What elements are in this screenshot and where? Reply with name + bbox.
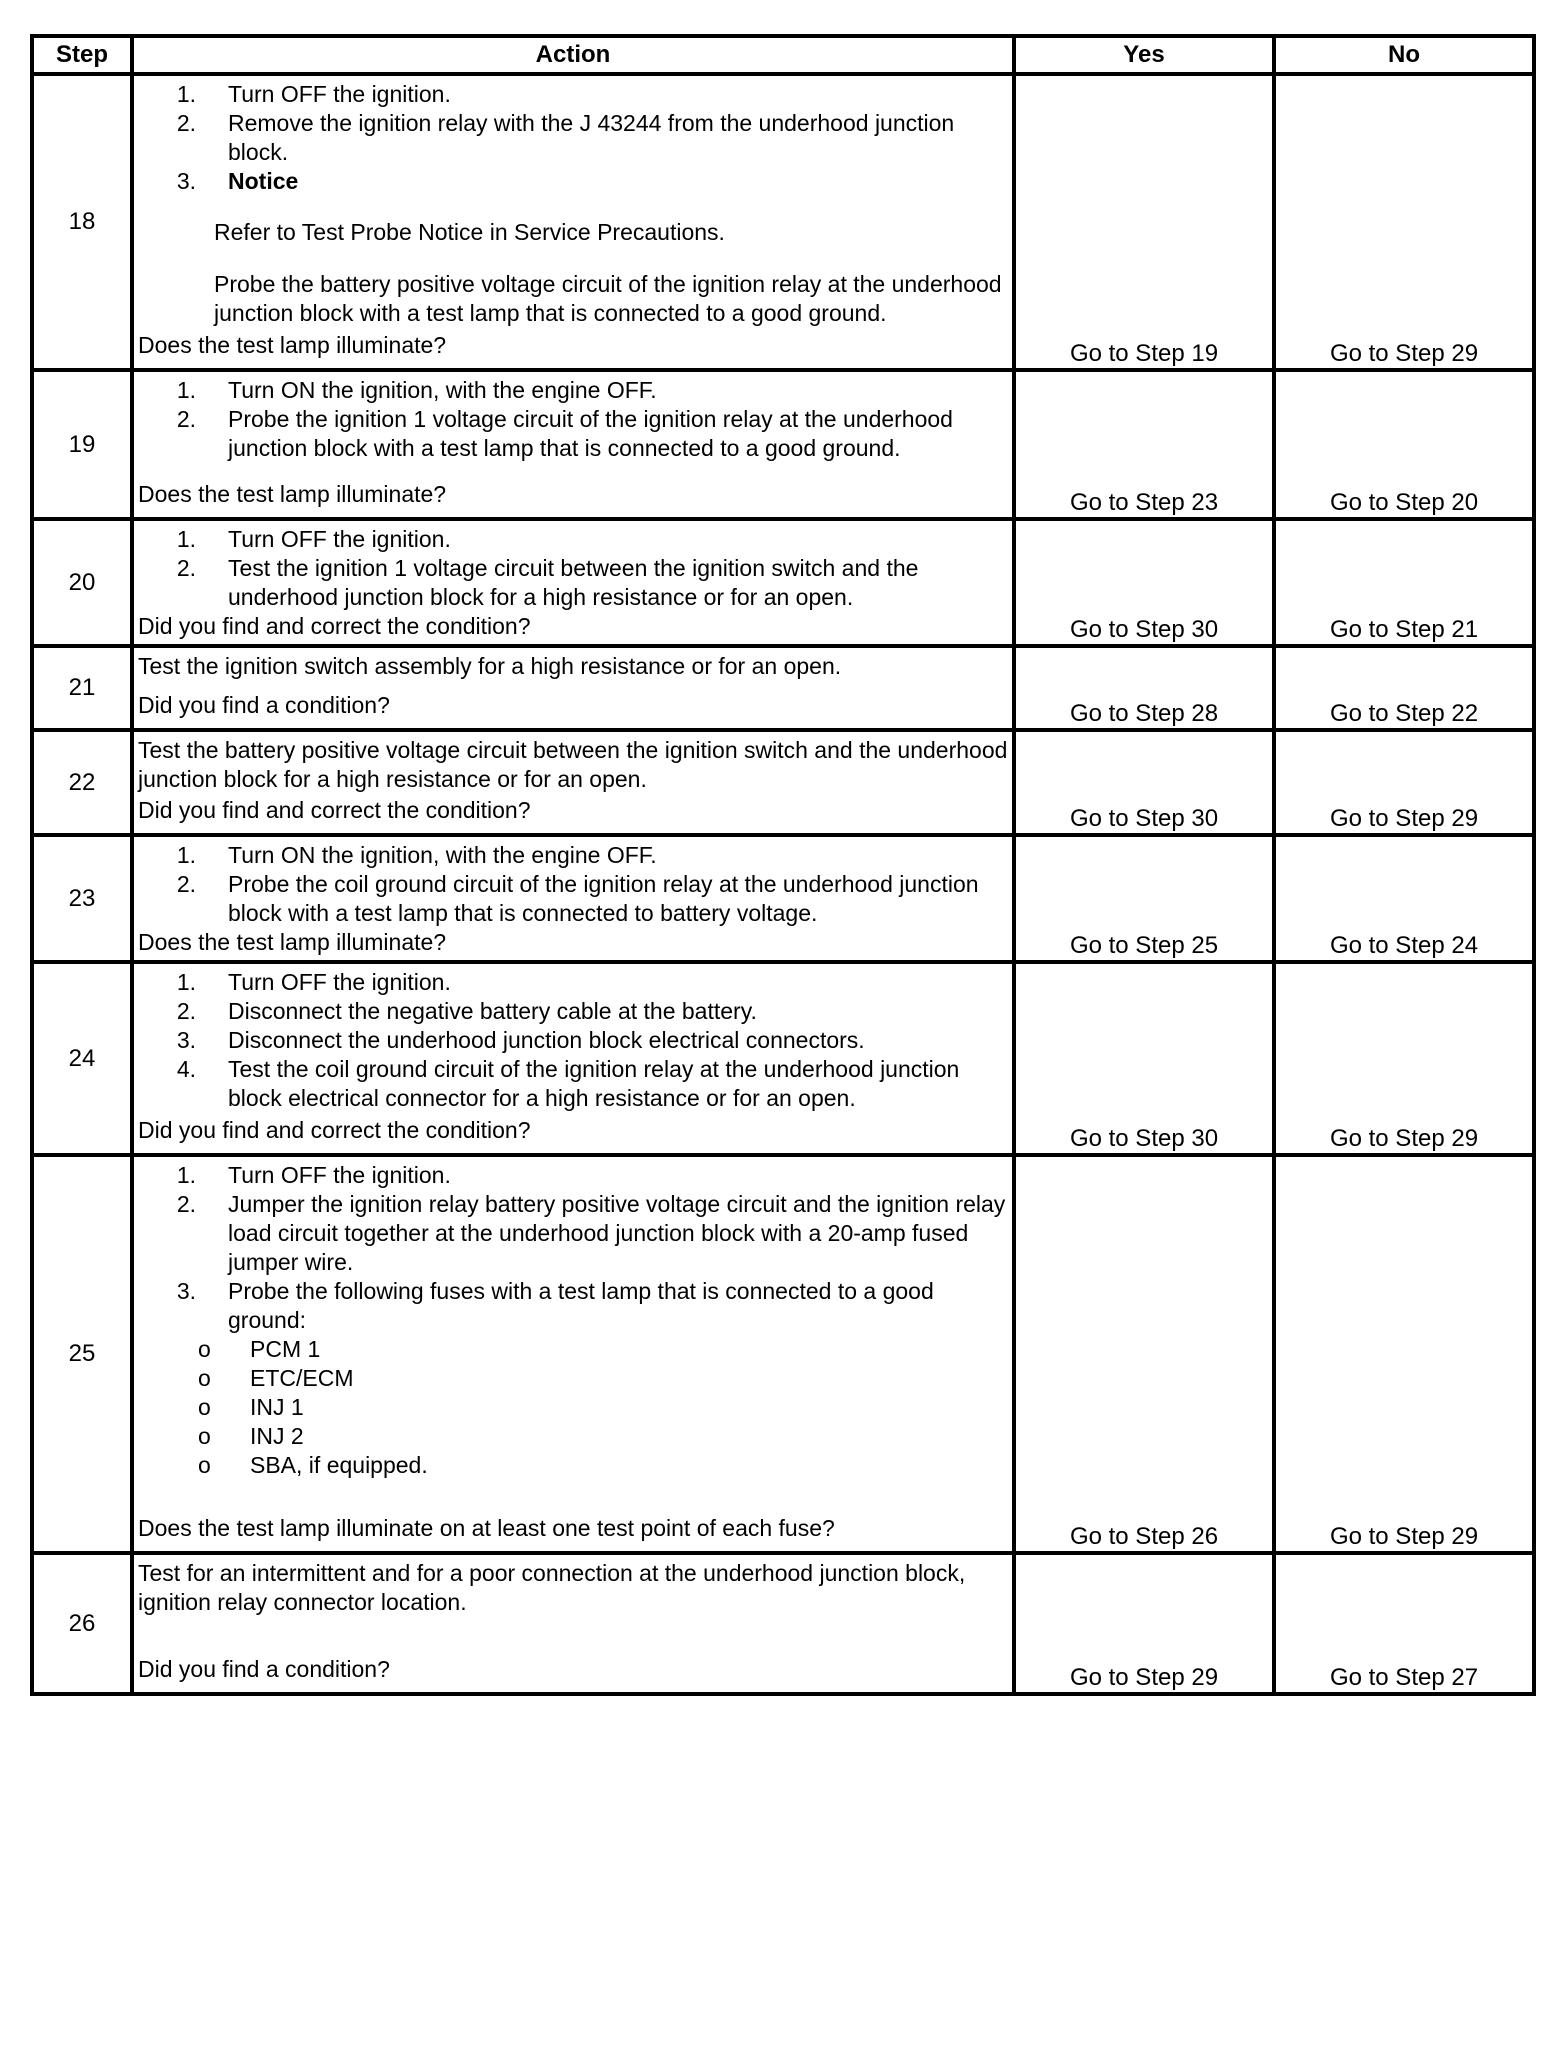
action-cell (132, 730, 1014, 835)
action-text: Test the battery positive voltage circuit between the ignition switch and the underhood junction block for a high resistance or for an open. (138, 737, 1008, 792)
notice-text: Refer to Test Probe Notice in Service Precautions. (214, 219, 725, 245)
question-text: Did you find and correct the condition? (138, 613, 531, 639)
question-text: Does the test lamp illuminate? (138, 481, 447, 507)
question-text: Does the test lamp illuminate? (138, 929, 447, 955)
list-item: 2. Test the ignition 1 voltage circuit between the ignition switch and the underhood junction block for a high resistance or for an open. (176, 555, 919, 610)
list-item: 4. Test the coil ground circuit of the ignition relay at the underhood junction block electrical connector for a high resistance or for an open. (176, 1056, 960, 1111)
action-steps (138, 525, 1008, 612)
table-header-row (32, 36, 1534, 74)
header-step: Step (32, 36, 132, 74)
yes-result: Go to Step 30 (1014, 519, 1274, 646)
list-item: 2. Jumper the ignition relay battery positive voltage circuit and the ignition relay load circuit together at the underhood junction block with a 20-amp fused jumper wire. (176, 1191, 1006, 1275)
step-number: 26 (32, 1553, 132, 1694)
action-text: Test for an intermittent and for a poor connection at the underhood junction block, ignition relay connector location. (138, 1560, 966, 1615)
yes-result: Go to Step 25 (1014, 835, 1274, 962)
question-text: Did you find a condition? (138, 1656, 390, 1682)
action-cell (132, 646, 1014, 730)
yes-result: Go to Step 30 (1014, 962, 1274, 1155)
table-row-step-23 (32, 835, 1534, 962)
question-text: Did you find a condition? (138, 692, 390, 718)
yes-result: Go to Step 19 (1014, 74, 1274, 370)
no-result: Go to Step 27 (1274, 1553, 1534, 1694)
no-result: Go to Step 29 (1274, 74, 1534, 370)
list-item: 3. Probe the following fuses with a test lamp that is connected to a good ground: (176, 1278, 934, 1333)
question-text: Did you find and correct the condition? (138, 1117, 531, 1143)
action-cell (132, 74, 1014, 370)
diagnostic-table (30, 34, 1536, 1696)
step-number: 19 (32, 370, 132, 519)
action-cell (132, 1155, 1014, 1553)
no-result: Go to Step 20 (1274, 370, 1534, 519)
action-cell (132, 835, 1014, 962)
no-result: Go to Step 21 (1274, 519, 1534, 646)
list-item: o PCM 1 (198, 1336, 321, 1362)
step-number: 21 (32, 646, 132, 730)
table-row-step-25 (32, 1155, 1534, 1553)
table-row-step-19 (32, 370, 1534, 519)
no-result: Go to Step 29 (1274, 962, 1534, 1155)
step-number: 22 (32, 730, 132, 835)
no-result: Go to Step 29 (1274, 730, 1534, 835)
action-steps (138, 376, 1008, 463)
table-row-step-18 (32, 74, 1534, 370)
no-result: Go to Step 29 (1274, 1155, 1534, 1553)
question-text: Does the test lamp illuminate on at least one test point of each fuse? (138, 1515, 835, 1541)
step-number: 18 (32, 74, 132, 370)
header-yes: Yes (1014, 36, 1274, 74)
list-item: 1. Turn OFF the ignition. (176, 526, 451, 552)
action-steps (138, 968, 1008, 1113)
table-row-step-24 (32, 962, 1534, 1155)
list-item: 3. Notice (176, 168, 299, 194)
yes-result: Go to Step 26 (1014, 1155, 1274, 1553)
question-text: Does the test lamp illuminate? (138, 332, 447, 358)
no-result: Go to Step 24 (1274, 835, 1534, 962)
list-item: 1. Turn ON the ignition, with the engine OFF. (176, 842, 657, 868)
table-row-step-26 (32, 1553, 1534, 1694)
action-text: Test the ignition switch assembly for a high resistance or for an open. (138, 653, 842, 679)
action-cell (132, 370, 1014, 519)
action-cell (132, 1553, 1014, 1694)
list-item: 2. Probe the coil ground circuit of the ignition relay at the underhood junction block with a test lamp that is connected to battery voltage. (176, 871, 979, 926)
list-item: o INJ 2 (198, 1423, 304, 1449)
action-steps (138, 80, 1008, 196)
list-item: 1. Turn ON the ignition, with the engine OFF. (176, 377, 657, 403)
list-item: o ETC/ECM (198, 1365, 354, 1391)
action-cell (132, 962, 1014, 1155)
yes-result: Go to Step 30 (1014, 730, 1274, 835)
yes-result: Go to Step 23 (1014, 370, 1274, 519)
list-item: 1. Turn OFF the ignition. (176, 1162, 451, 1188)
yes-result: Go to Step 28 (1014, 646, 1274, 730)
list-item: 2. Remove the ignition relay with the J 43244 from the underhood junction block. (176, 110, 955, 165)
no-result: Go to Step 22 (1274, 646, 1534, 730)
list-item: 2. Disconnect the negative battery cable at the battery. (176, 998, 757, 1024)
step-number: 20 (32, 519, 132, 646)
list-item: 1. Turn OFF the ignition. (176, 81, 451, 107)
list-item: o SBA, if equipped. (198, 1452, 428, 1478)
table-row-step-20 (32, 519, 1534, 646)
fuse-list (138, 1335, 1008, 1480)
step-number: 23 (32, 835, 132, 962)
list-item: 1. Turn OFF the ignition. (176, 969, 451, 995)
header-action: Action (132, 36, 1014, 74)
probe-text: Probe the battery positive voltage circuit of the ignition relay at the underhood junction block with a test lamp that is connected to a good ground. (214, 271, 1002, 326)
header-no: No (1274, 36, 1534, 74)
action-cell (132, 519, 1014, 646)
table-row-step-22 (32, 730, 1534, 835)
action-steps (138, 1161, 1008, 1335)
step-number: 25 (32, 1155, 132, 1553)
yes-result: Go to Step 29 (1014, 1553, 1274, 1694)
list-item: 2. Probe the ignition 1 voltage circuit of the ignition relay at the underhood junction block with a test lamp that is connected to a good ground. (176, 406, 953, 461)
list-item: o INJ 1 (198, 1394, 304, 1420)
action-steps (138, 841, 1008, 928)
table-row-step-21 (32, 646, 1534, 730)
list-item: 3. Disconnect the underhood junction block electrical connectors. (176, 1027, 865, 1053)
step-number: 24 (32, 962, 132, 1155)
question-text: Did you find and correct the condition? (138, 797, 531, 823)
